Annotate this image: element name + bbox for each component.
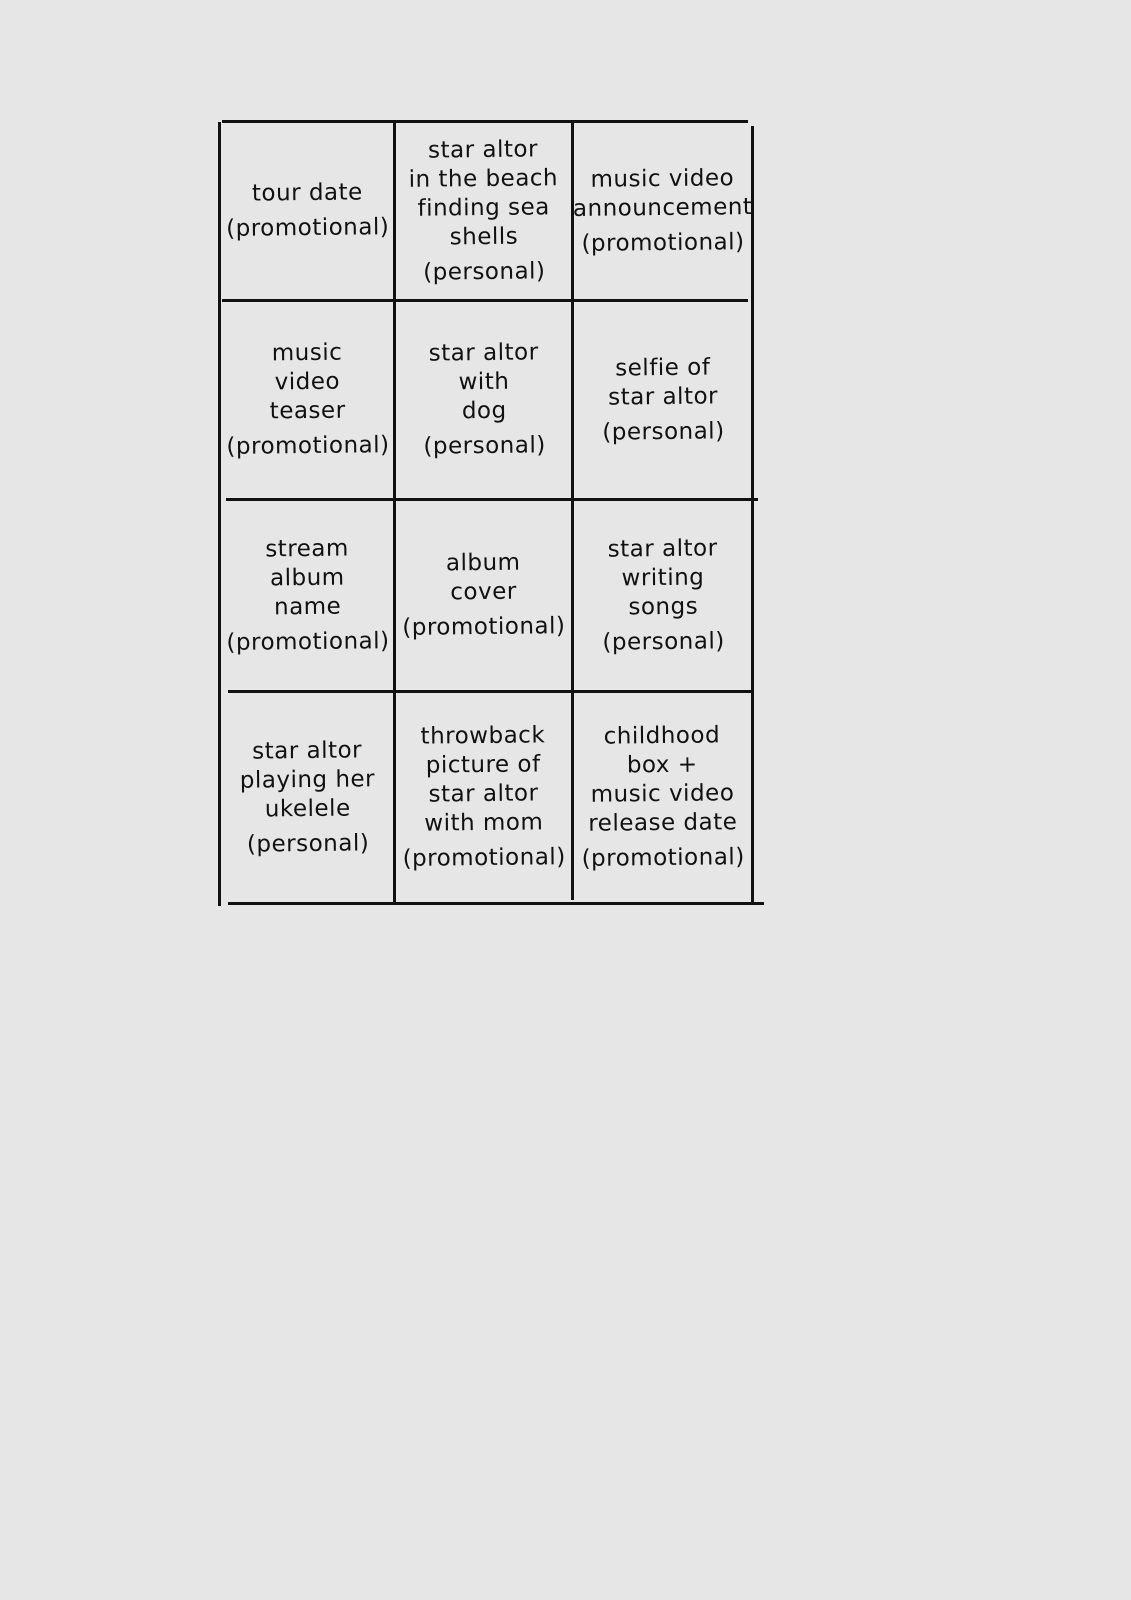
grid-cell xyxy=(222,693,394,902)
cell-lines: album cover xyxy=(446,549,522,606)
cell-tag: (promotional) xyxy=(226,432,391,460)
cell-note xyxy=(226,505,391,687)
cell-tag: (promotional) xyxy=(581,844,746,872)
grid-cell xyxy=(574,123,752,299)
cell-note xyxy=(226,309,391,491)
grid-cell xyxy=(396,302,572,498)
cell-lines: stream album name xyxy=(265,535,350,620)
cell-lines: tour date xyxy=(252,179,364,207)
grid-cell xyxy=(396,693,572,902)
cell-lines: childhood box + music video release date xyxy=(588,722,738,837)
grid-line-left xyxy=(218,122,221,906)
cell-note xyxy=(408,106,560,317)
cell-tag: (personal) xyxy=(423,257,546,286)
cell-tag: (promotional) xyxy=(581,228,746,257)
cell-lines: selfie of star altor xyxy=(607,354,719,411)
cell-tag: (personal) xyxy=(602,627,725,656)
grid-line-bottom xyxy=(228,902,764,905)
cell-lines: star altor playing her ukelele xyxy=(240,736,376,822)
cell-tag: (personal) xyxy=(247,829,370,858)
grid-cell xyxy=(396,123,572,299)
grid-cell xyxy=(222,302,394,498)
cell-lines: star altor writing songs xyxy=(607,534,718,620)
cell-note xyxy=(601,324,725,476)
grid-cell xyxy=(574,693,752,902)
cell-tag: (promotional) xyxy=(402,613,567,641)
cell-note xyxy=(239,707,376,888)
cell-note xyxy=(601,505,725,686)
grid-cell xyxy=(396,501,572,690)
cell-tag: (promotional) xyxy=(402,844,567,872)
cell-tag: (personal) xyxy=(602,417,725,446)
cell-lines: throwback picture of star altor with mom xyxy=(420,722,546,837)
cell-note xyxy=(401,692,566,903)
cell-lines: music video announcement xyxy=(573,164,753,222)
grid-cell xyxy=(222,501,394,690)
grid-cell xyxy=(222,123,394,299)
cell-note xyxy=(402,519,567,672)
cell-note xyxy=(580,692,745,903)
grid-cell xyxy=(574,501,752,690)
cell-note xyxy=(226,149,390,273)
cell-lines: star altor in the beach finding sea shells xyxy=(408,135,559,250)
grid-cell xyxy=(574,302,752,498)
cell-tag: (promotional) xyxy=(226,627,391,656)
cell-tag: (promotional) xyxy=(226,214,390,242)
cell-note xyxy=(573,135,754,288)
cell-lines: music video teaser xyxy=(270,339,347,425)
cell-lines: star altor with dog xyxy=(428,339,539,425)
cell-tag: (personal) xyxy=(423,432,546,460)
cell-note xyxy=(422,309,546,490)
